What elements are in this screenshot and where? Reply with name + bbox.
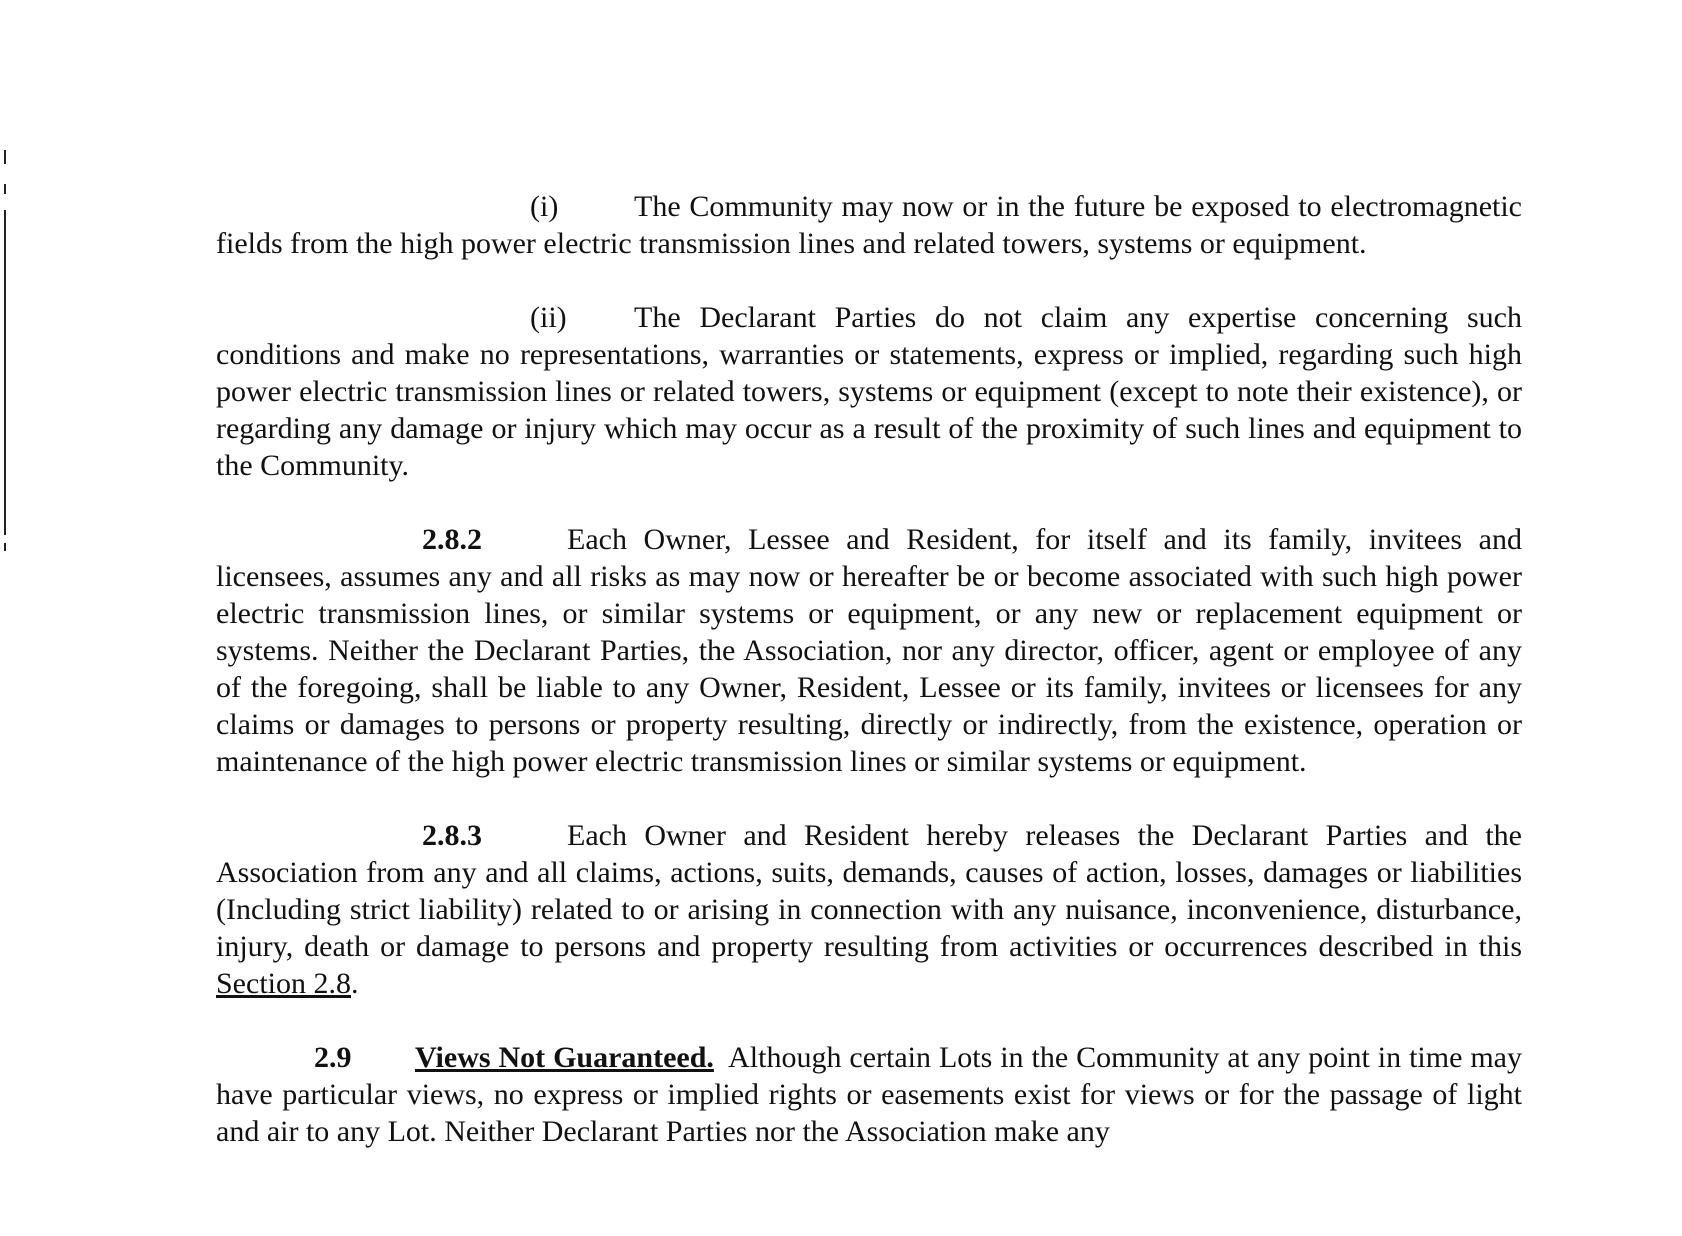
section-text: Each Owner, Lessee and Resident, for itself and its family, invitees and licensees, assumes any and all risks as may now or hereafter be or become associated with such high power electric transmission lines, or similar systems or equipment, or any new or replacement equipment or systems. Neither the Declarant Parties, the Association, nor any director, officer, agent or employee of any of the foregoing, shall be liable to any Owner, Resident, Lessee or its family, invitees or licensees for any claims or damages to persons or property resulting, directly or indirectly, from the existence, operation or maintenance of the high power electric transmission lines or similar systems or equipment.	[216, 523, 1522, 778]
section-number: 2.9	[314, 1041, 352, 1074]
revision-bar	[4, 543, 6, 551]
section-heading: Views Not Guaranteed.	[415, 1041, 714, 1074]
revision-bar	[4, 184, 6, 194]
paragraph-number: (ii)	[530, 301, 567, 334]
document-body	[216, 188, 1522, 1150]
section-text-end: .	[351, 967, 359, 1000]
section-2-8-2	[216, 521, 1522, 780]
section-text: Each Owner and Resident hereby releases the Declarant Parties and the Association from any and all claims, actions, suits, demands, causes of action, losses, damages or liabilities (Including strict liability) related to or arising in connection with any nuisance, inconvenience, disturbance, injury, death or damage to persons and property resulting from activities or occurrences described in this	[216, 819, 1522, 963]
paragraph-text: The Community may now or in the future be exposed to electromagnetic fields from the high power electric transmission lines and related towers, systems or equipment.	[216, 190, 1522, 260]
section-number: 2.8.2	[422, 523, 482, 556]
paragraph-ii	[216, 299, 1522, 484]
section-2-8-3	[216, 817, 1522, 1002]
section-reference: Section 2.8	[216, 967, 351, 1000]
revision-bar	[4, 150, 6, 164]
page-crop-edge	[0, 1218, 1682, 1236]
section-number: 2.8.3	[422, 819, 482, 852]
section-text: Although certain Lots in the Community at any point in time may have particular views, no express or implied rights or easements exist for views or for the passage of light and air to any Lot. Neither Declarant Parties nor the Association make any	[216, 1041, 1522, 1148]
section-2-9	[216, 1039, 1522, 1150]
paragraph-number: (i)	[530, 190, 559, 223]
paragraph-i	[216, 188, 1522, 262]
revision-bar	[4, 210, 6, 535]
paragraph-text: The Declarant Parties do not claim any expertise concerning such conditions and make no representations, warranties or statements, express or implied, regarding such high power electric transmission lines or related towers, systems or equipment (except to note their existence), or regarding any damage or injury which may occur as a result of the proximity of such lines and equipment to the Community.	[216, 301, 1522, 482]
